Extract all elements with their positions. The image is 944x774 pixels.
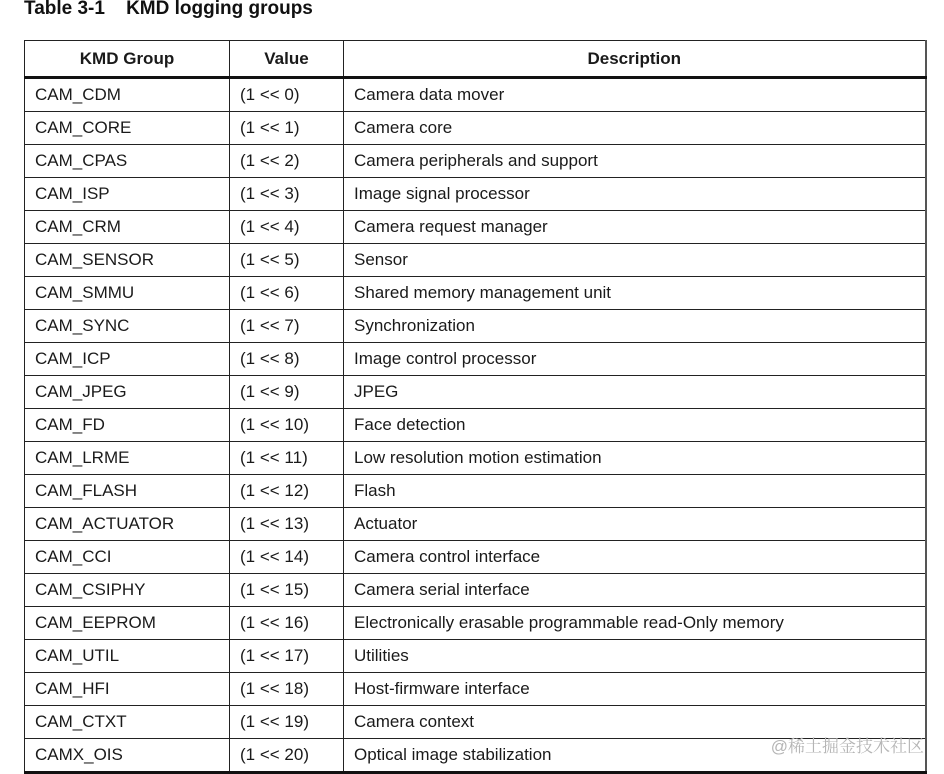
table-row xyxy=(25,78,926,112)
description-cell: Face detection xyxy=(344,409,926,442)
table-row xyxy=(25,211,926,244)
kmd-group-cell: CAM_ICP xyxy=(25,343,230,376)
table-row xyxy=(25,277,926,310)
description-cell: Sensor xyxy=(344,244,926,277)
kmd-group-cell: CAM_EEPROM xyxy=(25,607,230,640)
kmd-group-cell: CAM_CPAS xyxy=(25,145,230,178)
kmd-group-cell: CAM_CRM xyxy=(25,211,230,244)
table-row xyxy=(25,376,926,409)
value-cell: (1 << 6) xyxy=(230,277,344,310)
kmd-group-cell: CAM_ACTUATOR xyxy=(25,508,230,541)
table-row xyxy=(25,673,926,706)
header-value: Value xyxy=(230,41,344,78)
description-cell: Flash xyxy=(344,475,926,508)
kmd-group-cell: CAM_SENSOR xyxy=(25,244,230,277)
kmd-group-cell: CAM_CDM xyxy=(25,78,230,112)
kmd-group-cell: CAM_FD xyxy=(25,409,230,442)
description-cell: Camera context xyxy=(344,706,926,739)
kmd-group-cell: CAMX_OIS xyxy=(25,739,230,773)
kmd-group-cell: CAM_JPEG xyxy=(25,376,230,409)
description-cell: Optical image stabilization xyxy=(344,739,926,773)
description-cell: Shared memory management unit xyxy=(344,277,926,310)
header-kmd-group: KMD Group xyxy=(25,41,230,78)
description-cell: JPEG xyxy=(344,376,926,409)
kmd-group-cell: CAM_UTIL xyxy=(25,640,230,673)
kmd-group-cell: CAM_CORE xyxy=(25,112,230,145)
kmd-logging-groups-table xyxy=(24,40,927,774)
value-cell: (1 << 19) xyxy=(230,706,344,739)
description-cell: Low resolution motion estimation xyxy=(344,442,926,475)
value-cell: (1 << 0) xyxy=(230,78,344,112)
description-cell: Synchronization xyxy=(344,310,926,343)
kmd-group-cell: CAM_FLASH xyxy=(25,475,230,508)
description-cell: Camera request manager xyxy=(344,211,926,244)
value-cell: (1 << 12) xyxy=(230,475,344,508)
description-cell: Camera peripherals and support xyxy=(344,145,926,178)
kmd-group-cell: CAM_CCI xyxy=(25,541,230,574)
value-cell: (1 << 17) xyxy=(230,640,344,673)
table-row xyxy=(25,343,926,376)
value-cell: (1 << 1) xyxy=(230,112,344,145)
kmd-group-cell: CAM_HFI xyxy=(25,673,230,706)
watermark: @稀土掘金技术社区 xyxy=(770,737,924,756)
value-cell: (1 << 8) xyxy=(230,343,344,376)
value-cell: (1 << 10) xyxy=(230,409,344,442)
value-cell: (1 << 16) xyxy=(230,607,344,640)
value-cell: (1 << 15) xyxy=(230,574,344,607)
table-row xyxy=(25,508,926,541)
table-row xyxy=(25,244,926,277)
value-cell: (1 << 2) xyxy=(230,145,344,178)
kmd-group-cell: CAM_SMMU xyxy=(25,277,230,310)
header-description: Description xyxy=(344,41,926,78)
value-cell: (1 << 5) xyxy=(230,244,344,277)
description-cell: Actuator xyxy=(344,508,926,541)
description-cell: Image signal processor xyxy=(344,178,926,211)
value-cell: (1 << 18) xyxy=(230,673,344,706)
table-row xyxy=(25,640,926,673)
value-cell: (1 << 14) xyxy=(230,541,344,574)
kmd-group-cell: CAM_LRME xyxy=(25,442,230,475)
description-cell: Host-firmware interface xyxy=(344,673,926,706)
table-title: Table 3-1 KMD logging groups xyxy=(24,0,313,19)
value-cell: (1 << 9) xyxy=(230,376,344,409)
table-row xyxy=(25,475,926,508)
description-cell: Image control processor xyxy=(344,343,926,376)
value-cell: (1 << 7) xyxy=(230,310,344,343)
value-cell: (1 << 3) xyxy=(230,178,344,211)
table-row xyxy=(25,574,926,607)
table-row xyxy=(25,442,926,475)
kmd-group-cell: CAM_CSIPHY xyxy=(25,574,230,607)
table-row xyxy=(25,409,926,442)
description-cell: Camera core xyxy=(344,112,926,145)
table-header-row xyxy=(25,41,926,78)
description-cell: Camera control interface xyxy=(344,541,926,574)
description-cell: Camera data mover xyxy=(344,78,926,112)
table-row xyxy=(25,178,926,211)
table-row xyxy=(25,607,926,640)
table-row xyxy=(25,112,926,145)
table-row xyxy=(25,145,926,178)
table-row xyxy=(25,310,926,343)
kmd-group-cell: CAM_CTXT xyxy=(25,706,230,739)
description-cell: Electronically erasable programmable read-Only memory xyxy=(344,607,926,640)
value-cell: (1 << 11) xyxy=(230,442,344,475)
table-row xyxy=(25,541,926,574)
value-cell: (1 << 13) xyxy=(230,508,344,541)
kmd-group-cell: CAM_ISP xyxy=(25,178,230,211)
description-cell: Camera serial interface xyxy=(344,574,926,607)
kmd-group-cell: CAM_SYNC xyxy=(25,310,230,343)
value-cell: (1 << 4) xyxy=(230,211,344,244)
description-cell: Utilities xyxy=(344,640,926,673)
value-cell: (1 << 20) xyxy=(230,739,344,773)
